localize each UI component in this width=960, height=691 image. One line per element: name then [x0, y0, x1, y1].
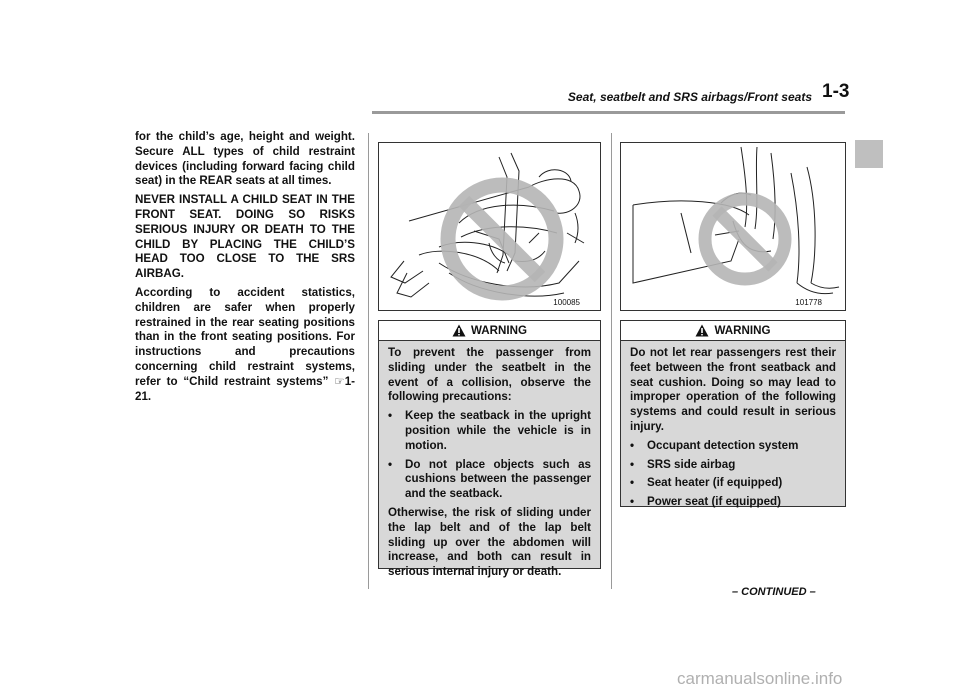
section-title: Seat, seatbelt and SRS airbags/Front seats — [567, 90, 812, 104]
continued-label: – CONTINUED – — [732, 586, 816, 598]
list-item — [388, 409, 591, 453]
warning-intro: To prevent the passenger from sliding under the seatbelt in the event of a collision, observe the following precautions: — [388, 346, 591, 404]
bullet-text: Do not place objects such as cushions between the passenger and the seatback. — [405, 457, 591, 501]
warning-triangle-icon — [695, 324, 709, 337]
paragraph-3 — [135, 286, 355, 404]
rear-feet-illustration — [621, 143, 845, 310]
paragraph-2: NEVER INSTALL A CHILD SEAT IN THE FRONT SEAT. DOING SO RISKS SERIOUS INJURY OR DEATH TO THE CHILD BY PLACING THE CHILD’S HEAD TOO CLOSE TO THE SRS AIRBAG. — [135, 193, 355, 281]
reclined-passenger-illustration — [379, 143, 600, 310]
list-item — [630, 458, 836, 473]
bullet-icon: • — [630, 495, 635, 509]
column-1-text — [135, 130, 355, 408]
figure-id: 100085 — [553, 298, 580, 307]
warning-box-seatback — [378, 320, 601, 579]
section-tab — [855, 140, 883, 168]
header-rule — [372, 111, 845, 114]
column-divider-2 — [611, 133, 612, 589]
warning-body — [621, 341, 845, 516]
prohibition-icon — [448, 185, 556, 293]
bullet-icon: • — [630, 457, 635, 471]
list-item — [630, 439, 836, 454]
bullet-text: SRS side airbag — [647, 457, 736, 471]
bullet-text: Keep the seatback in the upright position while the vehicle is in motion. — [405, 409, 591, 452]
bullet-icon: • — [630, 438, 635, 452]
warning-body — [379, 341, 600, 590]
bullet-icon: • — [630, 476, 635, 490]
list-item — [630, 495, 836, 510]
warning-outro: Otherwise, the risk of sliding under the lap belt and of the lap belt sliding up over the abdomen will increase, and both can result in serious internal injury or death. — [388, 505, 591, 579]
reference-icon: ☞ — [334, 374, 345, 388]
column-divider-1 — [368, 133, 369, 589]
paragraph-3-text: According to accident statistics, children are safer when properly restrained in the rear seating positions than in the front seating positions. For instructions and precautions concerning child restraint systems, refer to “Child restraint systems” — [135, 285, 355, 388]
bullet-text: Power seat (if equipped) — [647, 495, 781, 509]
figure-seatback-reclined — [378, 142, 601, 311]
figure-id: 101778 — [795, 298, 822, 307]
page-reference-link[interactable]: 1-21. — [135, 374, 355, 403]
warning-label: WARNING — [714, 324, 771, 337]
warning-header — [379, 321, 600, 341]
bullet-text: Seat heater (if equipped) — [647, 476, 783, 490]
watermark: carmanualsonline.info — [677, 669, 843, 688]
paragraph-1: for the child’s age, height and weight. Secure ALL types of child restraint devices (including forward facing child seat) in the REAR seats at all times. — [135, 130, 355, 188]
page-number: 1-3 — [822, 81, 850, 102]
warning-intro: Do not let rear passengers rest their feet between the front seatback and seat cushion. Doing so may lead to improper operation of the following systems and could result in serious injury. — [630, 346, 836, 433]
figure-rear-feet — [620, 142, 846, 311]
warning-header — [621, 321, 845, 341]
list-item — [388, 458, 591, 502]
bullet-text: Occupant detection system — [647, 438, 799, 452]
bullet-icon: • — [388, 409, 393, 423]
list-item — [630, 476, 836, 491]
warning-triangle-icon — [452, 324, 466, 337]
warning-box-rear-feet — [620, 320, 846, 507]
bullet-icon: • — [388, 457, 393, 471]
warning-label: WARNING — [470, 324, 528, 337]
